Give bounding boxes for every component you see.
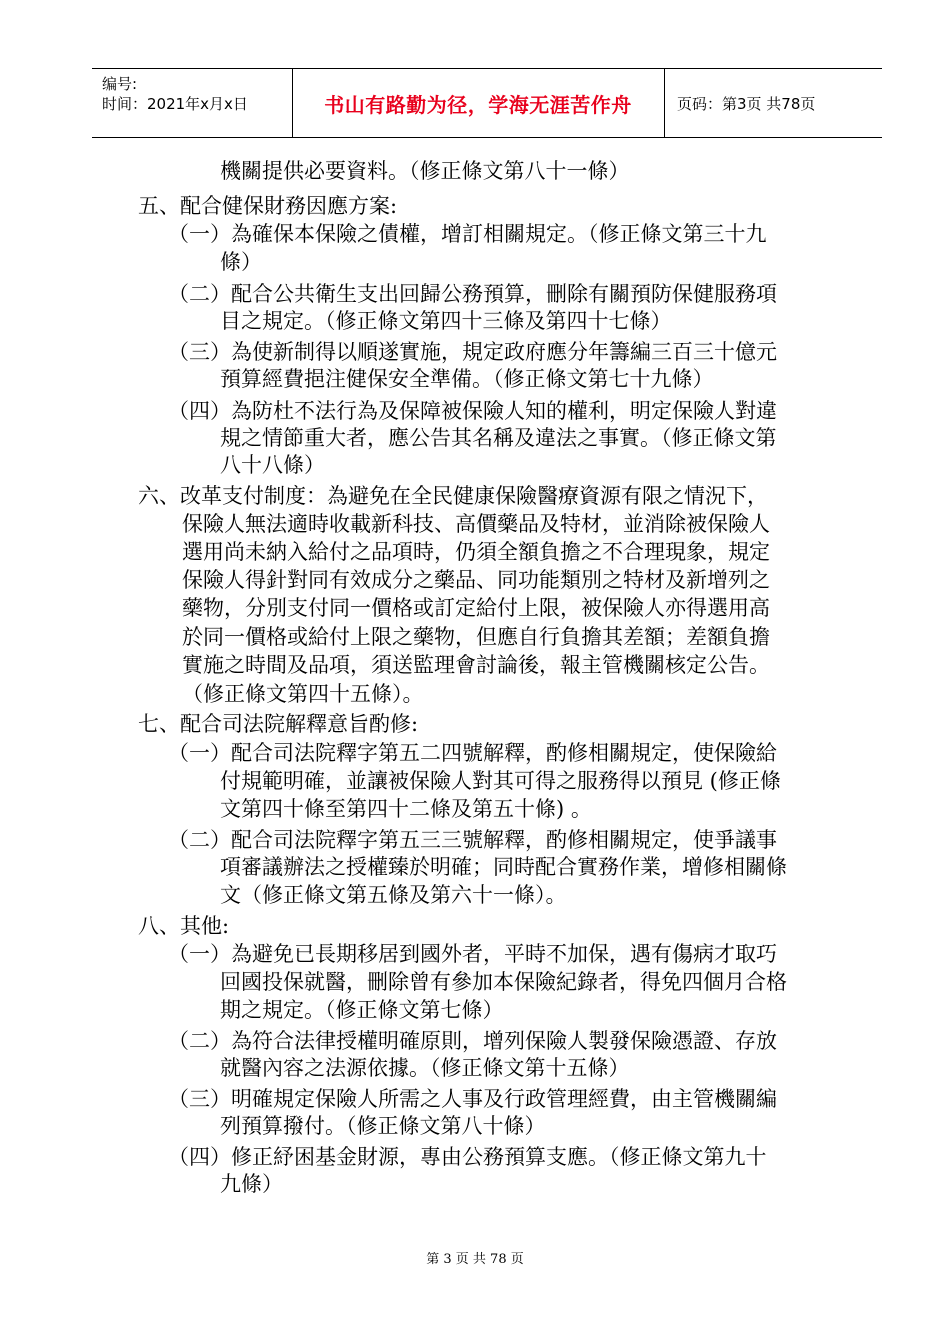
page-header [92, 68, 882, 138]
section-heading: 七、配合司法院解釋意旨酌修: [138, 712, 419, 736]
text-line: 預算經費挹注健保安全準備。（修正條文第七十九條） [220, 367, 714, 391]
text-line: 九條） [220, 1172, 283, 1196]
header-motto-cell [292, 69, 665, 137]
text-line: 實施之時間及品項，須送監理會討論後，報主管機關核定公告。 [182, 653, 770, 677]
text-line: （一）為避免已長期移居到國外者，平時不加保，遇有傷病才取巧 [168, 942, 777, 966]
text-line: 項審議辦法之授權臻於明確；同時配合實務作業，增修相關條 [220, 855, 787, 879]
page-footer: 第 3 页 共 78 页 [426, 1252, 524, 1267]
text-line: 八十八條） [220, 453, 325, 477]
text-line: （二）為符合法律授權明確原則，增列保險人製發保險憑證、存放 [168, 1029, 777, 1053]
text-line: （三）為使新制得以順遂實施，規定政府應分年籌編三百三十億元 [168, 340, 777, 364]
header-meta-cell [92, 69, 293, 137]
text-line: （四）修正紓困基金財源，專由公務預算支應。（修正條文第九十 [168, 1145, 767, 1169]
text-line: （修正條文第四十五條）。 [182, 682, 424, 706]
text-line: 期之規定。（修正條文第七條） [220, 998, 504, 1022]
document-number-label: 编号: [102, 75, 138, 93]
text-line: 規之情節重大者，應公告其名稱及違法之事實。（修正條文第 [220, 426, 777, 450]
text-line: 機關提供必要資料。（修正條文第八十一條） [220, 159, 630, 183]
text-line: （二）配合公共衛生支出回歸公務預算，刪除有關預防保健服務項 [168, 282, 777, 306]
text-line: 目之規定。（修正條文第四十三條及第四十七條） [220, 309, 672, 333]
text-line: （一）配合司法院釋字第五二四號解釋，酌修相關規定，使保險給 [168, 741, 777, 765]
header-motto: 书山有路勤为径，学海无涯苦作舟 [324, 92, 632, 117]
text-line: 列預算撥付。（修正條文第八十條） [220, 1114, 546, 1138]
section-heading: 八、其他: [138, 914, 230, 938]
document-time-label: 时间：2021年x月x日 [102, 95, 248, 113]
text-line: 保險人無法適時收載新科技、高價藥品及特材，並消除被保險人 [182, 512, 770, 536]
header-page-cell [665, 69, 882, 137]
section-heading: 五、配合健保財務因應方案: [138, 194, 398, 218]
text-line: 保險人得針對同有效成分之藥品、同功能類別之特材及新增列之 [182, 568, 770, 592]
text-line: 回國投保就醫，刪除曾有參加本保險紀錄者，得免四個月合格 [220, 970, 787, 994]
text-line: 選用尚未納入給付之品項時，仍須全額負擔之不合理現象，規定 [182, 540, 770, 564]
text-line: （三）明確規定保險人所需之人事及行政管理經費，由主管機關編 [168, 1087, 777, 1111]
text-line: 就醫內容之法源依據。（修正條文第十五條） [220, 1056, 630, 1080]
header-page-info: 页码：第3页 共78页 [677, 94, 816, 113]
text-line: 文（修正條文第五條及第六十一條）。 [220, 883, 567, 907]
text-line: 於同一價格或給付上限之藥物，但應自行負擔其差額；差額負擔 [182, 625, 770, 649]
section-heading: 六、改革支付制度：為避免在全民健康保險醫療資源有限之情況下， [138, 484, 768, 508]
text-line: （一）為確保本保險之債權，增訂相關規定。（修正條文第三十九 [168, 222, 767, 246]
text-line: 付規範明確，並讓被保險人對其可得之服務得以預見 (修正條 [220, 769, 781, 793]
text-line: 條） [220, 250, 262, 274]
text-line: （二）配合司法院釋字第五三三號解釋，酌修相關規定，使爭議事 [168, 828, 777, 852]
text-line: 文第四十條至第四十二條及第五十條) 。 [220, 797, 592, 821]
text-line: 藥物，分別支付同一價格或訂定給付上限，被保險人亦得選用高 [182, 596, 770, 620]
text-line: （四）為防杜不法行為及保障被保險人知的權利，明定保險人對違 [168, 399, 777, 423]
